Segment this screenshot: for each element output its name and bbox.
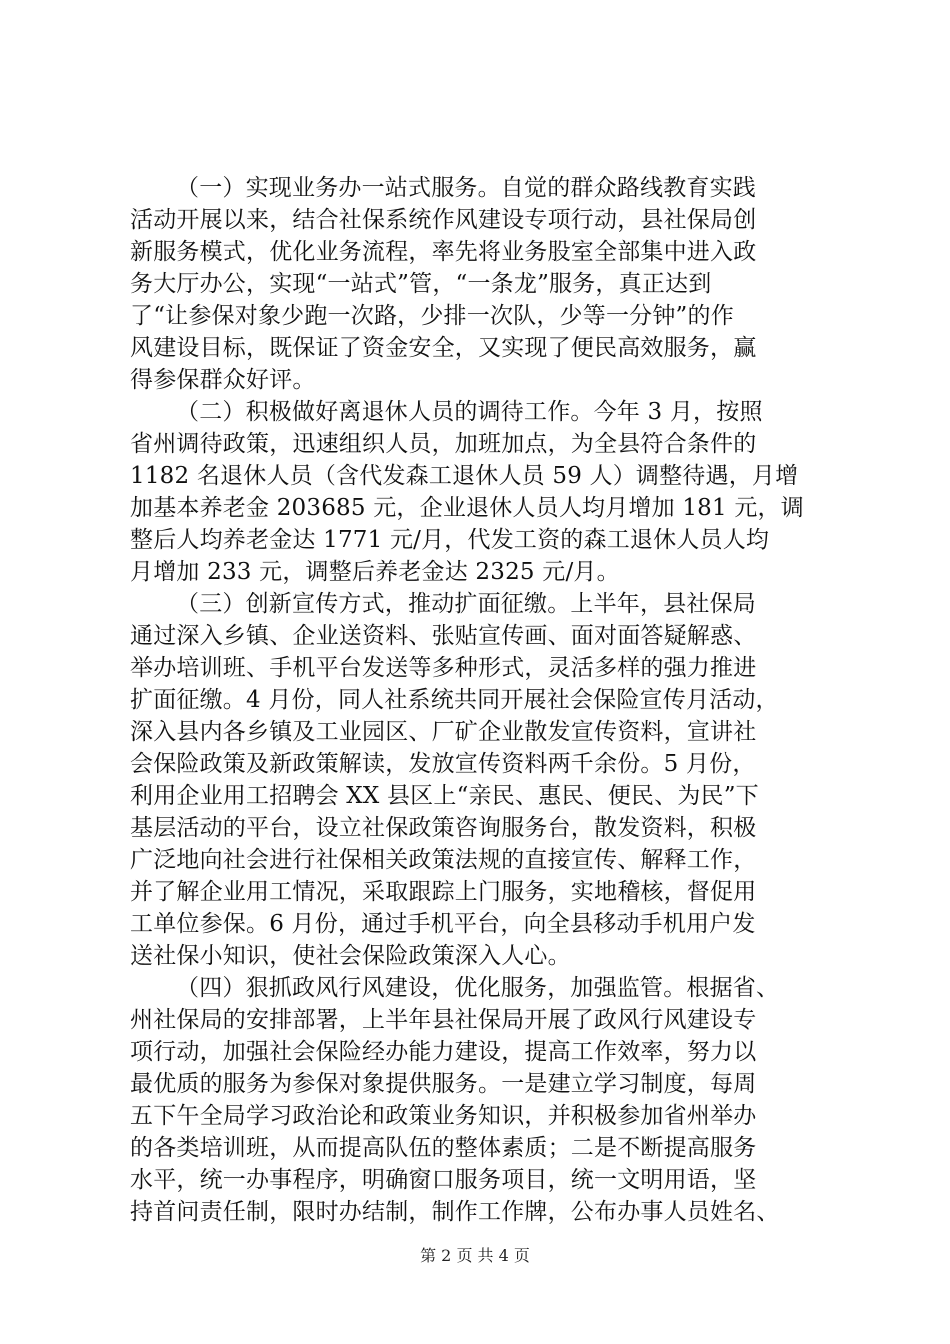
text-line: 风建设目标，既保证了资金安全，又实现了便民高效服务，赢 xyxy=(130,335,757,361)
text-line: 加基本养老金 203685 元，企业退休人员人均月增加 181 元，调 xyxy=(130,495,804,521)
text-line: 五下午全局学习政治论和政策业务知识，并积极参加省州举办 xyxy=(130,1103,757,1129)
text-line: 的各类培训班，从而提高队伍的整体素质；二是不断提高服务 xyxy=(130,1135,757,1161)
text-line: 了“让参保对象少跑一次路，少排一次队，少等一分钟”的作 xyxy=(130,303,734,329)
text-line: 项行动，加强社会保险经办能力建设，提高工作效率，努力以 xyxy=(130,1039,757,1065)
text-line: 州社保局的安排部署，上半年县社保局开展了政风行风建设专 xyxy=(130,1007,757,1033)
text-line: （二）积极做好离退休人员的调待工作。今年 3 月，按照 xyxy=(176,399,763,425)
text-line: 通过深入乡镇、企业送资料、张贴宣传画、面对面答疑解惑、 xyxy=(130,623,757,649)
text-line: 工单位参保。6 月份，通过手机平台，向全县移动手机用户发 xyxy=(130,911,756,937)
text-line: 扩面征缴。4 月份，同人社系统共同开展社会保险宣传月活动， xyxy=(130,687,779,713)
text-line: 举办培训班、手机平台发送等多种形式，灵活多样的强力推进 xyxy=(130,655,757,681)
text-line: 送社保小知识，使社会保险政策深入人心。 xyxy=(130,943,571,969)
text-line: 月增加 233 元，调整后养老金达 2325 元/月。 xyxy=(130,559,620,585)
text-line: 整后人均养老金达 1771 元/月，代发工资的森工退休人员人均 xyxy=(130,527,770,553)
document-body xyxy=(130,172,830,1228)
text-line: 活动开展以来，结合社保系统作风建设专项行动，县社保局创 xyxy=(130,207,757,233)
page-number-footer: 第 2 页 共 4 页 xyxy=(420,1246,530,1265)
text-line: 广泛地向社会进行社保相关政策法规的直接宣传、解释工作， xyxy=(130,847,757,873)
text-line: （四）狠抓政风行风建设，优化服务，加强监管。根据省、 xyxy=(176,975,780,1001)
text-line: 省州调待政策，迅速组织人员，加班加点，为全县符合条件的 xyxy=(130,431,757,457)
text-line: 1182 名退休人员（含代发森工退休人员 59 人）调整待遇，月增 xyxy=(130,463,799,489)
text-line: 基层活动的平台，设立社保政策咨询服务台，散发资料，积极 xyxy=(130,815,757,841)
text-line: 最优质的服务为参保对象提供服务。一是建立学习制度，每周 xyxy=(130,1071,757,1097)
text-line: 新服务模式，优化业务流程，率先将业务股室全部集中进入政 xyxy=(130,239,757,265)
text-line: 务大厅办公，实现“一站式”管，“一条龙”服务，真正达到 xyxy=(130,271,712,297)
text-line: 深入县内各乡镇及工业园区、厂矿企业散发宣传资料，宣讲社 xyxy=(130,719,757,745)
text-line: 得参保群众好评。 xyxy=(130,367,316,393)
text-line: （三）创新宣传方式，推动扩面征缴。上半年，县社保局 xyxy=(176,591,756,617)
text-line: 持首问责任制，限时办结制，制作工作牌，公布办事人员姓名、 xyxy=(130,1199,780,1225)
text-line: 会保险政策及新政策解读，发放宣传资料两千余份。5 月份， xyxy=(130,751,756,777)
text-line: 水平，统一办事程序，明确窗口服务项目，统一文明用语，坚 xyxy=(130,1167,757,1193)
text-line: （一）实现业务办一站式服务。自觉的群众路线教育实践 xyxy=(176,175,756,201)
text-line: 利用企业用工招聘会 XX 县区上“亲民、惠民、便民、为民”下 xyxy=(130,783,759,809)
text-line: 并了解企业用工情况，采取跟踪上门服务，实地稽核，督促用 xyxy=(130,879,757,905)
